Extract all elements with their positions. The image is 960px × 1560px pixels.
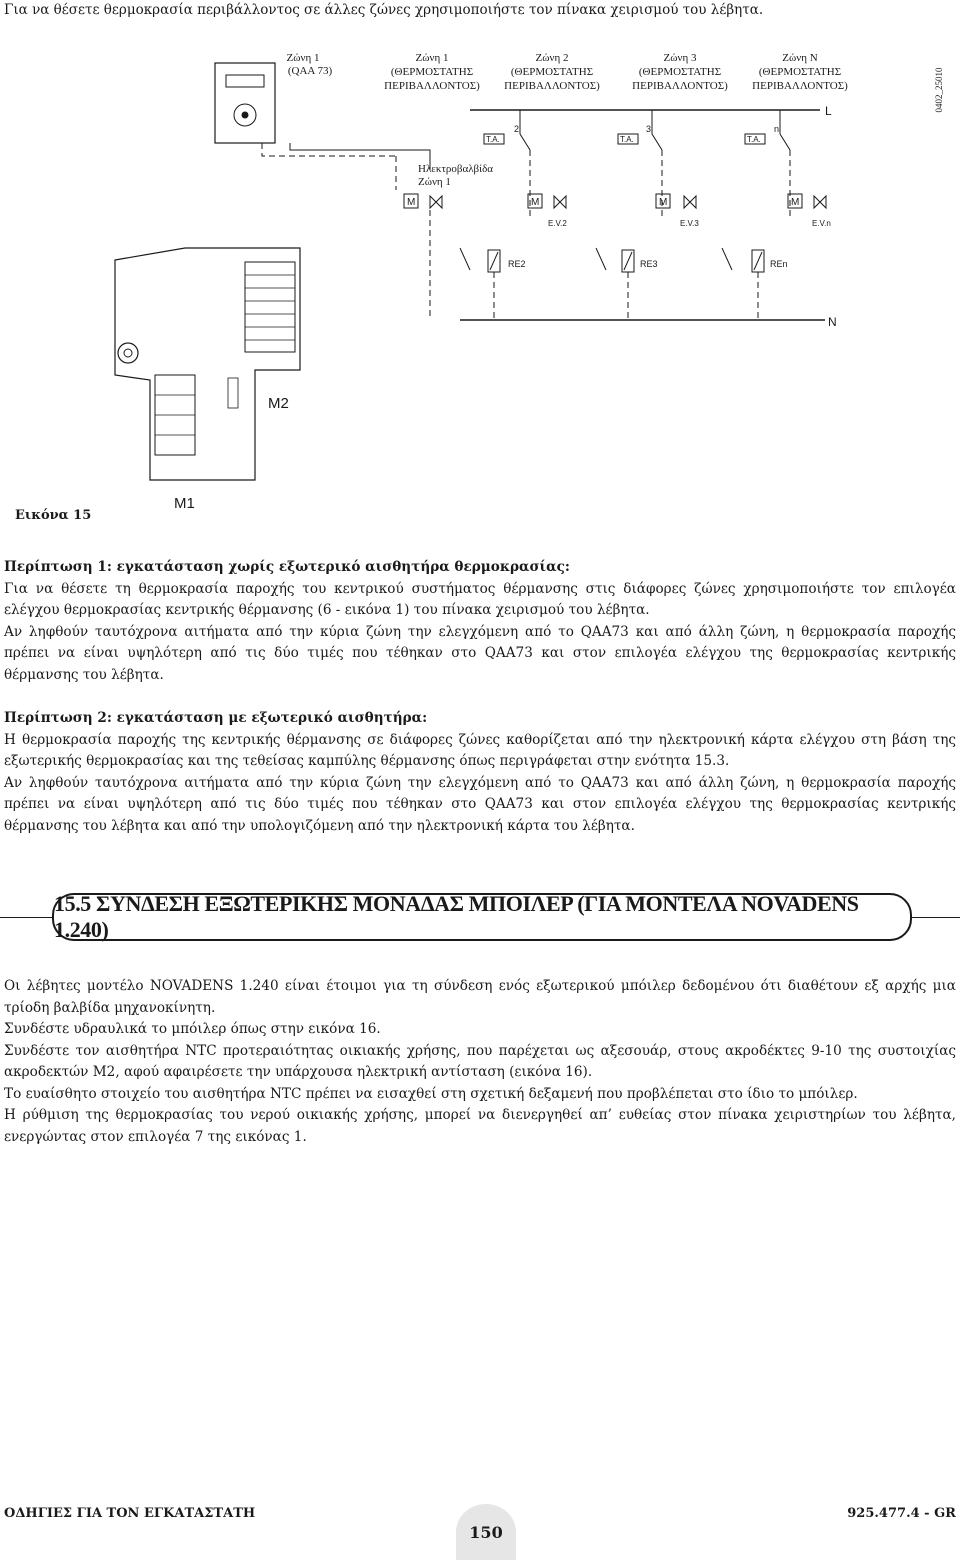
- relay-ren: [752, 250, 788, 272]
- m2-label: M2: [268, 395, 289, 412]
- m1-label: M1: [174, 495, 195, 512]
- document-code: 925.477.4 - GR: [847, 1506, 956, 1521]
- section-heading: [0, 893, 960, 941]
- num-label-2: 2: [514, 124, 520, 134]
- ev-label-2: E.V.2: [548, 219, 567, 228]
- figure-caption: Εικόνα 15: [15, 508, 92, 523]
- zone1-line2: (ΘΕΡΜΟΣΤΑΤΗΣ: [390, 66, 474, 78]
- case1-paragraph-2: Αν ληφθούν ταυτόχρονα αιτήματα από την κύρια ζώνη την ελεγχόμενη από το QAA73 και από άλλη ζώνη, η θερμοκρασία παροχής πρέπει να είναι υψηλότερη από τις δύο τιμές που τέθηκαν στο QAA73 και στον επιλογέα ελέγχου της θερμοκρασίας κεντρικής θέρμανσης του λέβητα.: [4, 623, 956, 683]
- relay-re3: [622, 250, 658, 272]
- sec155-paragraph-1: Οι λέβητες μοντέλο NOVADENS 1.240 είναι έτοιμοι για τη σύνδεση ενός εξωτερικού μπόιλερ δεδομένου ότι διαθέτουν εξ αρχής μια τρίοδη βαλβίδα μηχανοκίνητη.: [4, 978, 956, 1016]
- ta-label-3: T.A.: [620, 135, 634, 144]
- wiring-diagram: [0, 30, 960, 530]
- zone2-title: Ζώνη 2: [535, 52, 569, 64]
- zonen-title: Ζώνη Ν: [782, 52, 818, 64]
- num-label-n: n: [774, 124, 780, 134]
- motor-n: M: [791, 197, 800, 208]
- motor-3: M: [659, 197, 668, 208]
- ren-label: REn: [770, 259, 788, 269]
- zone2-line2: (ΘΕΡΜΟΣΤΑΤΗΣ: [510, 66, 594, 78]
- valve-label-2: Ζώνη 1: [418, 176, 451, 188]
- case2-section: [4, 708, 956, 837]
- boiler-control-board: [115, 248, 300, 480]
- sec155-paragraph-4: Το ευαίσθητο στοιχείο του αισθητήρα NTC πρέπει να εισαχθεί στη σχετική δεξαμενή που προβλέπεται στο ίδιο το μπόιλερ.: [4, 1085, 858, 1102]
- section-title: 15.5 ΣΥΝΔΕΣΗ ΕΞΩΤΕΡΙΚΗΣ ΜΟΝΑΔΑΣ ΜΠΟΙΛΕΡ (ΓΙΑ ΜΟΝΤΕΛΑ NOVADENS 1.240): [52, 893, 912, 941]
- heading-rule-left: [0, 917, 60, 918]
- zonen-line2: (ΘΕΡΜΟΣΤΑΤΗΣ: [758, 66, 842, 78]
- case1-section: [4, 557, 956, 686]
- case2-paragraph-2: Αν ληφθούν ταυτόχρονα αιτήματα από την κύρια ζώνη την ελεγχόμενη από το QAA73 και από άλλη ζώνη, η θερμοκρασία παροχής πρέπει να είναι υψηλότερη από τις δύο τιμές που τέθηκαν στο QAA73 και στον επιλογέα ελέγχου της θερμοκρασίας κεντρικής θέρμανσης του λέβητα και από την υπολογιζόμενη από την ηλεκτρονική κάρτα του λέβητα.: [4, 774, 956, 834]
- line-n-label: N: [828, 315, 837, 329]
- re2-label: RE2: [508, 259, 526, 269]
- relay-re2: [488, 250, 526, 272]
- footer-title: ΟΔΗΓΙΕΣ ΓΙΑ ΤΟΝ ΕΓΚΑΤΑΣΤΑΤΗ: [4, 1506, 256, 1521]
- page-number: 150: [456, 1504, 516, 1560]
- zone1-qaa-title: Ζώνη 1: [286, 52, 320, 64]
- sec155-paragraph-5: Η ρύθμιση της θερμοκρασίας του νερού οικιακής χρήσης, μπορεί να διενεργηθεί απ’ ευθείας στον πίνακα χειριστηρίων του λέβητα, ενεργώντας στον επιλογέα 7 της εικόνας 1.: [4, 1107, 956, 1145]
- line-l-label: L: [825, 104, 832, 118]
- case2-heading: Περίπτωση 2: εγκατάσταση με εξωτερικό αισθητήρα:: [4, 710, 428, 726]
- zone3-line3: ΠΕΡΙΒΑΛΛΟΝΤΟΣ): [632, 80, 728, 92]
- zone1-line3: ΠΕΡΙΒΑΛΛΟΝΤΟΣ): [384, 80, 480, 92]
- drawing-code: 0402_25010: [934, 67, 944, 113]
- ev-label-3: E.V.3: [680, 219, 699, 228]
- re3-label: RE3: [640, 259, 658, 269]
- top-note: Για να θέσετε θερμοκρασία περιβάλλοντος σε άλλες ζώνες χρησιμοποιήστε τον πίνακα χειρισμού του λέβητα.: [4, 2, 764, 18]
- section-15-5-body: [4, 976, 956, 1148]
- sec155-paragraph-2: Συνδέστε υδραυλικά το μπόιλερ όπως στην εικόνα 16.: [4, 1021, 381, 1037]
- motor-2: M: [531, 197, 540, 208]
- zone3-line2: (ΘΕΡΜΟΣΤΑΤΗΣ: [638, 66, 722, 78]
- zone1-qaa-model: (QAA 73): [287, 65, 333, 77]
- ta-label-2: T.A.: [486, 135, 500, 144]
- sec155-paragraph-3: Συνδέστε τον αισθητήρα NTC προτεραιότητας οικιακής χρήσης, που παρέχεται ως αξεσουάρ, στους ακροδέκτες 9-10 της συστοιχίας ακροδεκτών M2, αφού αφαιρέσετε την υπάρχουσα ηλεκτρική αντίσταση (εικόνα 16).: [4, 1042, 956, 1080]
- motor-1: M: [407, 197, 416, 208]
- zone-column-2: [484, 110, 567, 228]
- case1-paragraph-1: Για να θέσετε τη θερμοκρασία παροχής του κεντρικού συστήματος θέρμανσης στις διάφορες ζώνες χρησιμοποιήστε τον επιλογέα ελέγχου θερμοκρασίας κεντρικής θέρμανσης (6 - εικόνα 1) του πίνακα χειρισμού του λέβητα.: [4, 580, 956, 618]
- zonen-line3: ΠΕΡΙΒΑΛΛΟΝΤΟΣ): [752, 80, 848, 92]
- zone3-title: Ζώνη 3: [663, 52, 697, 64]
- case1-heading: Περίπτωση 1: εγκατάσταση χωρίς εξωτερικό αισθητήρα θερμοκρασίας:: [4, 559, 570, 575]
- zone1-title: Ζώνη 1: [415, 52, 449, 64]
- ev-label-n: E.V.n: [812, 219, 831, 228]
- zone2-line3: ΠΕΡΙΒΑΛΛΟΝΤΟΣ): [504, 80, 600, 92]
- ta-label-n: T.A.: [747, 135, 761, 144]
- zone-column-3: [618, 110, 699, 228]
- zone-column-n: [745, 110, 831, 228]
- case2-paragraph-1: Η θερμοκρασία παροχής της κεντρικής θέρμανσης σε διάφορες ζώνες καθορίζεται από την ηλεκτρονική κάρτα ελέγχου στη βάση της εξωτερικής θερμοκρασίας και της τεθείσας καμπύλης θέρμανσης όπως περιγράφεται στην ενότητα 15.3.: [4, 731, 956, 769]
- qaa73-room-unit: [215, 63, 275, 143]
- num-label-3: 3: [646, 124, 652, 134]
- valve-label-1: Ηλεκτροβαλβίδα: [418, 163, 494, 175]
